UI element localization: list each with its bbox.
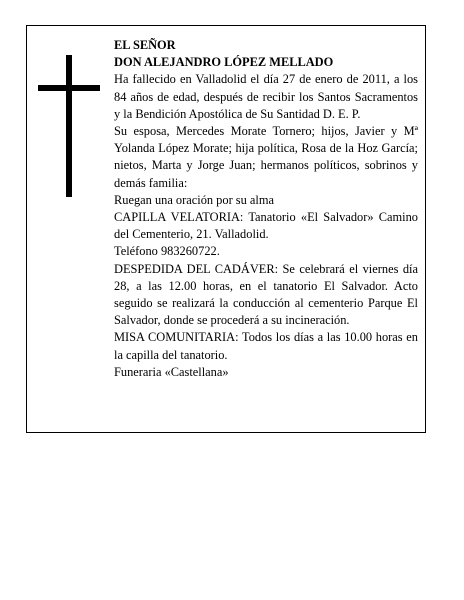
funeral-home: Funeraria «Castellana» [114,364,229,379]
notice-title: EL SEÑOR [114,38,176,52]
family-list: Su esposa, Mercedes Morate Tornero; hijos, Javier y Mª Yolanda López Morate; hija política, Rosa de la Hoz García; nietos, Marta y Jorge Juan; hermanos políticos, sobrinos y demás familia: [114,124,418,190]
cross-horizontal-bar [38,85,100,91]
community-mass: MISA COMUNITARIA: Todos los días a las 10.00 horas en la capilla del tanatorio. [114,330,418,362]
death-announcement: Ha fallecido en Valladolid el día 27 de enero de 2011, a los 84 años de edad, después de recibir los Santos Sacramentos y la Bendición Apostólica de Su Santidad D. E. P. [114,72,418,121]
phone-number: Teléfono 983260722. [114,244,220,259]
cross-vertical-bar [66,55,72,197]
wake-location: CAPILLA VELATORIA: Tanatorio «El Salvador» Camino del Cementerio, 21. Valladolid. [114,210,418,242]
prayer-request: Ruegan una oración por su alma [114,192,274,207]
deceased-name: DON ALEJANDRO LÓPEZ MELLADO [114,55,334,70]
notice-text [114,37,418,381]
farewell-ceremony: DESPEDIDA DEL CADÁVER: Se celebrará el viernes día 28, a las 12.00 horas, en el tanatorio El Salvador. Acto seguido se realizará la conducción al cementerio Parque El Salvador, donde se procederá a su incineración. [114,261,418,328]
cross-icon [38,55,100,197]
